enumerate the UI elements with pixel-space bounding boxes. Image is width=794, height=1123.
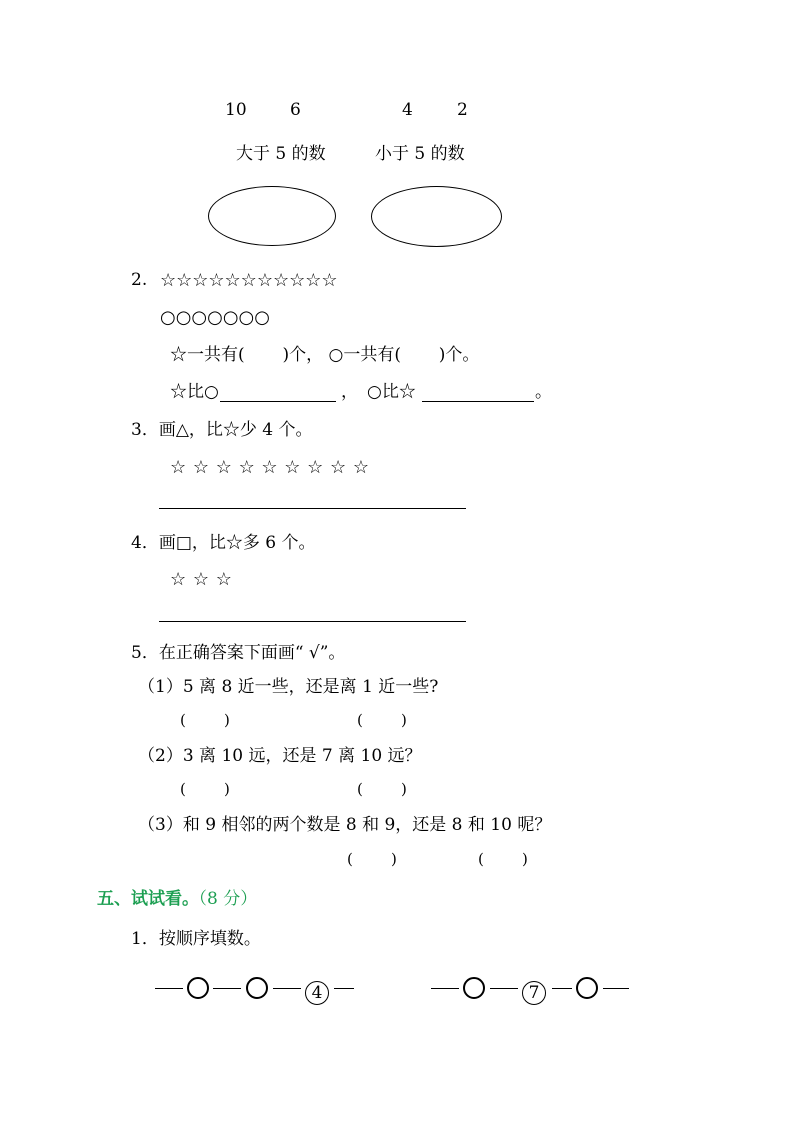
q4-answer-line[interactable] <box>159 621 466 622</box>
number-6: 6 <box>290 100 301 120</box>
q3-stars: ☆ ☆ ☆ ☆ ☆ ☆ ☆ ☆ ☆ <box>170 457 370 478</box>
blank-circle[interactable] <box>463 977 485 999</box>
sequence-dash <box>273 988 301 989</box>
q5-sub3-answer-a[interactable]: ( ) <box>347 850 397 868</box>
q5-sub1-answer-b[interactable]: ( ) <box>357 711 407 729</box>
q2-answer-line-1[interactable] <box>220 401 336 402</box>
q2-compare-star-label: ☆比○ <box>170 382 219 402</box>
q2-comma: ， <box>341 382 358 402</box>
q2-circles-row: ○○○○○○○ <box>160 307 270 328</box>
sequence-dash <box>213 988 241 989</box>
blank-circle[interactable] <box>187 977 209 999</box>
sequence-dash <box>552 988 572 989</box>
q2-stars-row: ☆☆☆☆☆☆☆☆☆☆☆ <box>160 270 338 291</box>
q5-sub2-answer-b[interactable]: ( ) <box>357 780 407 798</box>
given-number-circle: 7 <box>522 981 546 1005</box>
q5-sub1: （1）5 离 8 近一些，还是离 1 近一些? <box>138 677 439 697</box>
q2-period: 。 <box>535 382 552 402</box>
q3-prompt: 3．画△，比☆少 4 个。 <box>131 420 313 440</box>
q4-prompt: 4．画□，比☆多 6 个。 <box>131 533 316 553</box>
q2-count-line: ☆一共有( )个， ○一共有( )个。 <box>170 345 480 365</box>
sequence-dash <box>155 988 183 989</box>
blank-circle[interactable] <box>246 977 268 999</box>
section-title: 五、试试看。 <box>97 889 199 909</box>
q5-sub2-answer-a[interactable]: ( ) <box>180 780 230 798</box>
given-number-circle: 4 <box>305 981 329 1005</box>
q2-answer-line-2[interactable] <box>422 401 534 402</box>
q5-sub2: （2）3 离 10 远，还是 7 离 10 远？ <box>138 746 422 766</box>
sequence-dash <box>334 988 354 989</box>
sequence-dash <box>490 988 518 989</box>
label-greater-than-5: 大于 5 的数 <box>236 144 326 164</box>
q4-stars: ☆ ☆ ☆ <box>170 569 232 590</box>
q2-compare-circle-label: ○比☆ <box>367 382 416 402</box>
q5-sub1-answer-a[interactable]: ( ) <box>180 711 230 729</box>
section-score: （8 分） <box>190 889 258 909</box>
q5-sub3: （3）和 9 相邻的两个数是 8 和 9，还是 8 和 10 呢？ <box>138 815 552 835</box>
sequence-dash <box>431 988 459 989</box>
number-4: 4 <box>402 100 413 120</box>
answer-ellipse-less[interactable] <box>371 186 502 247</box>
q5-prompt: 5．在正确答案下面画“ √”。 <box>131 643 346 663</box>
label-less-than-5: 小于 5 的数 <box>375 144 465 164</box>
q5-sub3-answer-b[interactable]: ( ) <box>478 850 528 868</box>
s5-q1-prompt: 1．按顺序填数。 <box>131 929 261 949</box>
q2-number: 2. <box>131 270 148 290</box>
answer-ellipse-greater[interactable] <box>208 186 336 246</box>
sequence-dash <box>603 988 629 989</box>
number-10: 10 <box>225 100 247 120</box>
blank-circle[interactable] <box>576 977 598 999</box>
q3-answer-line[interactable] <box>159 508 466 509</box>
number-2: 2 <box>457 100 468 120</box>
